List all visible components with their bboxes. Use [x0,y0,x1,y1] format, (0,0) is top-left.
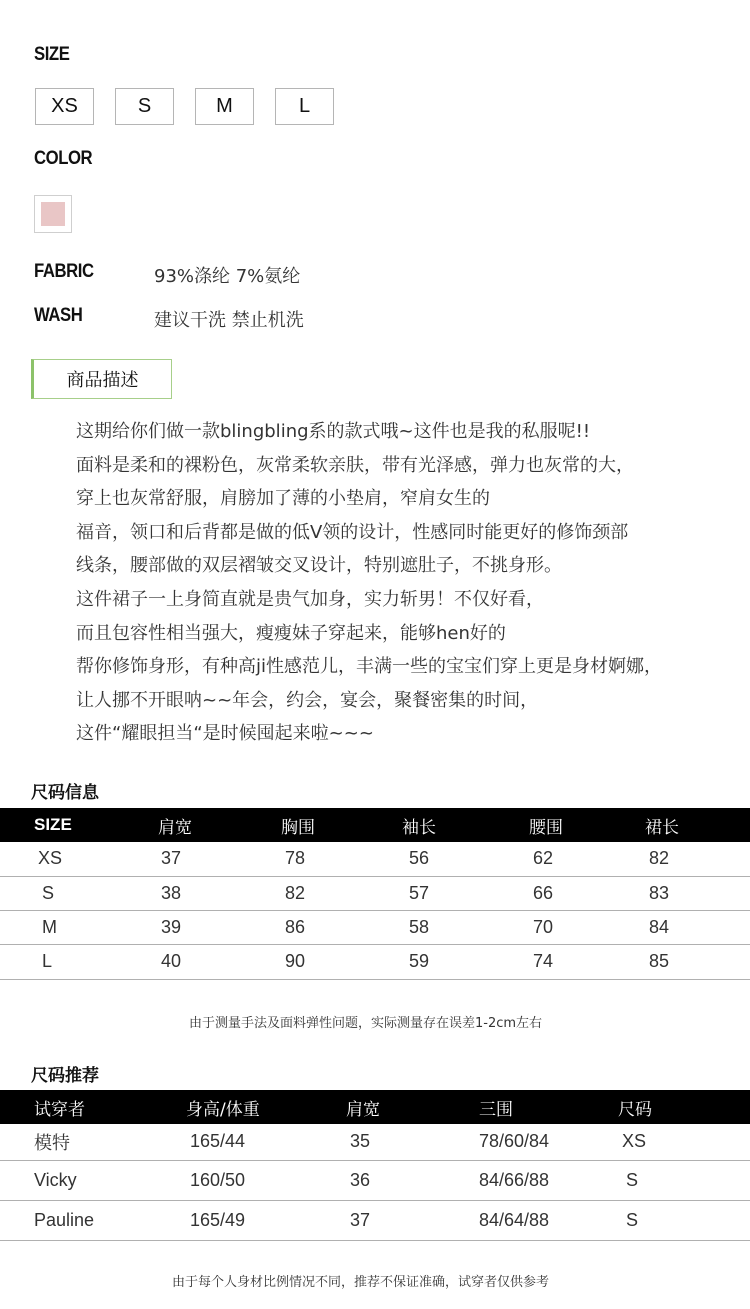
size-recommend-header: 三围 [479,1090,618,1124]
description-line: 线条，腰部做的双层褶皱交叉设计，特别遮肚子，不挑身形。 [76,555,562,577]
table-row [0,1124,750,1160]
table-cell: S [0,876,158,910]
description-line: 这期给你们做一款blingbling系的款式哦~这件也是我的私服呢!! [76,421,591,442]
description-text [76,418,736,754]
size-option-m[interactable]: M [195,88,254,125]
table-cell: 84/66/88 [479,1160,618,1200]
size-info-header: SIZE [0,808,158,842]
table-cell: 82 [281,876,402,910]
table-cell: 62 [529,842,645,876]
size-option-s[interactable]: S [115,88,174,125]
table-cell: 165/44 [186,1124,346,1160]
description-line: 福音，领口和后背都是做的低V领的设计，性感同时能更好的修饰颈部 [76,521,629,543]
size-options [35,88,355,125]
table-row [0,944,750,979]
table-cell: L [0,944,158,979]
table-cell: Vicky [0,1160,186,1200]
table-cell: 59 [402,944,529,979]
fabric-label: FABRIC [34,261,94,282]
table-cell: XS [0,842,158,876]
size-info-header: 胸围 [281,808,402,842]
size-recommend-note: 由于每个人身材比例情况不同，推荐不保证准确，试穿者仅供参考 [172,1275,550,1290]
table-row [0,876,750,910]
size-recommend-title: 尺码推荐 [31,1066,99,1086]
description-line: 面料是柔和的裸粉色，灰常柔软亲肤，带有光泽感，弹力也灰常的大， [76,454,634,476]
size-info-header: 腰围 [529,808,645,842]
table-row [0,910,750,944]
size-info-header: 袖长 [402,808,529,842]
size-info-table [0,808,750,980]
size-recommend-header-row [0,1090,750,1124]
table-cell: 86 [281,910,402,944]
table-cell: 90 [281,944,402,979]
size-info-header: 肩宽 [158,808,281,842]
table-cell: 37 [346,1200,479,1240]
table-cell: 78/60/84 [479,1124,618,1160]
size-info-header: 裙长 [645,808,750,842]
size-info-note: 由于测量手法及面料弹性问题，实际测量存在误差1-2cm左右 [189,1016,543,1031]
table-cell: 40 [158,944,281,979]
table-cell: 83 [645,876,750,910]
wash-value: 建议干洗 禁止机洗 [154,310,304,331]
size-option-l[interactable]: L [275,88,334,125]
size-recommend-header: 肩宽 [346,1090,479,1124]
table-cell: S [618,1160,750,1200]
table-cell: M [0,910,158,944]
size-option-xs[interactable]: XS [35,88,94,125]
table-cell: 57 [402,876,529,910]
table-cell: 56 [402,842,529,876]
size-recommend-header: 身高/体重 [186,1090,346,1124]
fabric-value: 93%涤纶 7%氨纶 [154,266,301,287]
table-cell: 160/50 [186,1160,346,1200]
table-cell: 74 [529,944,645,979]
table-cell: Pauline [0,1200,186,1240]
size-recommend-header: 试穿者 [0,1090,186,1124]
table-cell: 82 [645,842,750,876]
table-cell: 36 [346,1160,479,1200]
table-row [0,842,750,876]
description-line: 这件“耀眼担当“是时候囤起来啦~~~ [76,723,374,745]
size-info-header-row [0,808,750,842]
description-line: 帮你修饰身形，有种高ji性感范儿，丰满一些的宝宝们穿上更是身材婀娜， [76,656,662,678]
description-line: 让人挪不开眼呐~~年会，约会，宴会，聚餐密集的时间， [76,689,539,711]
table-cell: 58 [402,910,529,944]
table-row [0,1200,750,1240]
size-label: SIZE [34,44,70,65]
description-line: 而且包容性相当强大，瘦瘦妹子穿起来，能够hen好的 [76,622,506,644]
table-cell: S [618,1200,750,1240]
description-line: 穿上也灰常舒服，肩膀加了薄的小垫肩，窄肩女生的 [76,488,490,510]
color-label: COLOR [34,148,93,169]
table-row [0,1160,750,1200]
table-cell: 39 [158,910,281,944]
description-line: 这件裙子一上身简直就是贵气加身，实力斩男！不仅好看， [76,588,544,610]
table-cell: 85 [645,944,750,979]
table-cell: 78 [281,842,402,876]
color-swatch-fill [41,202,65,226]
size-recommend-table [0,1090,750,1241]
table-cell: 模特 [0,1124,186,1160]
table-cell: 84 [645,910,750,944]
table-cell: 37 [158,842,281,876]
color-swatch-pink[interactable] [34,195,72,233]
table-cell: 35 [346,1124,479,1160]
wash-label: WASH [34,305,83,326]
table-cell: 84/64/88 [479,1200,618,1240]
table-cell: 165/49 [186,1200,346,1240]
table-cell: 38 [158,876,281,910]
description-tag: 商品描述 [31,359,172,399]
table-cell: 66 [529,876,645,910]
size-recommend-header: 尺码 [618,1090,750,1124]
size-info-title: 尺码信息 [31,783,99,803]
table-cell: XS [618,1124,750,1160]
table-cell: 70 [529,910,645,944]
